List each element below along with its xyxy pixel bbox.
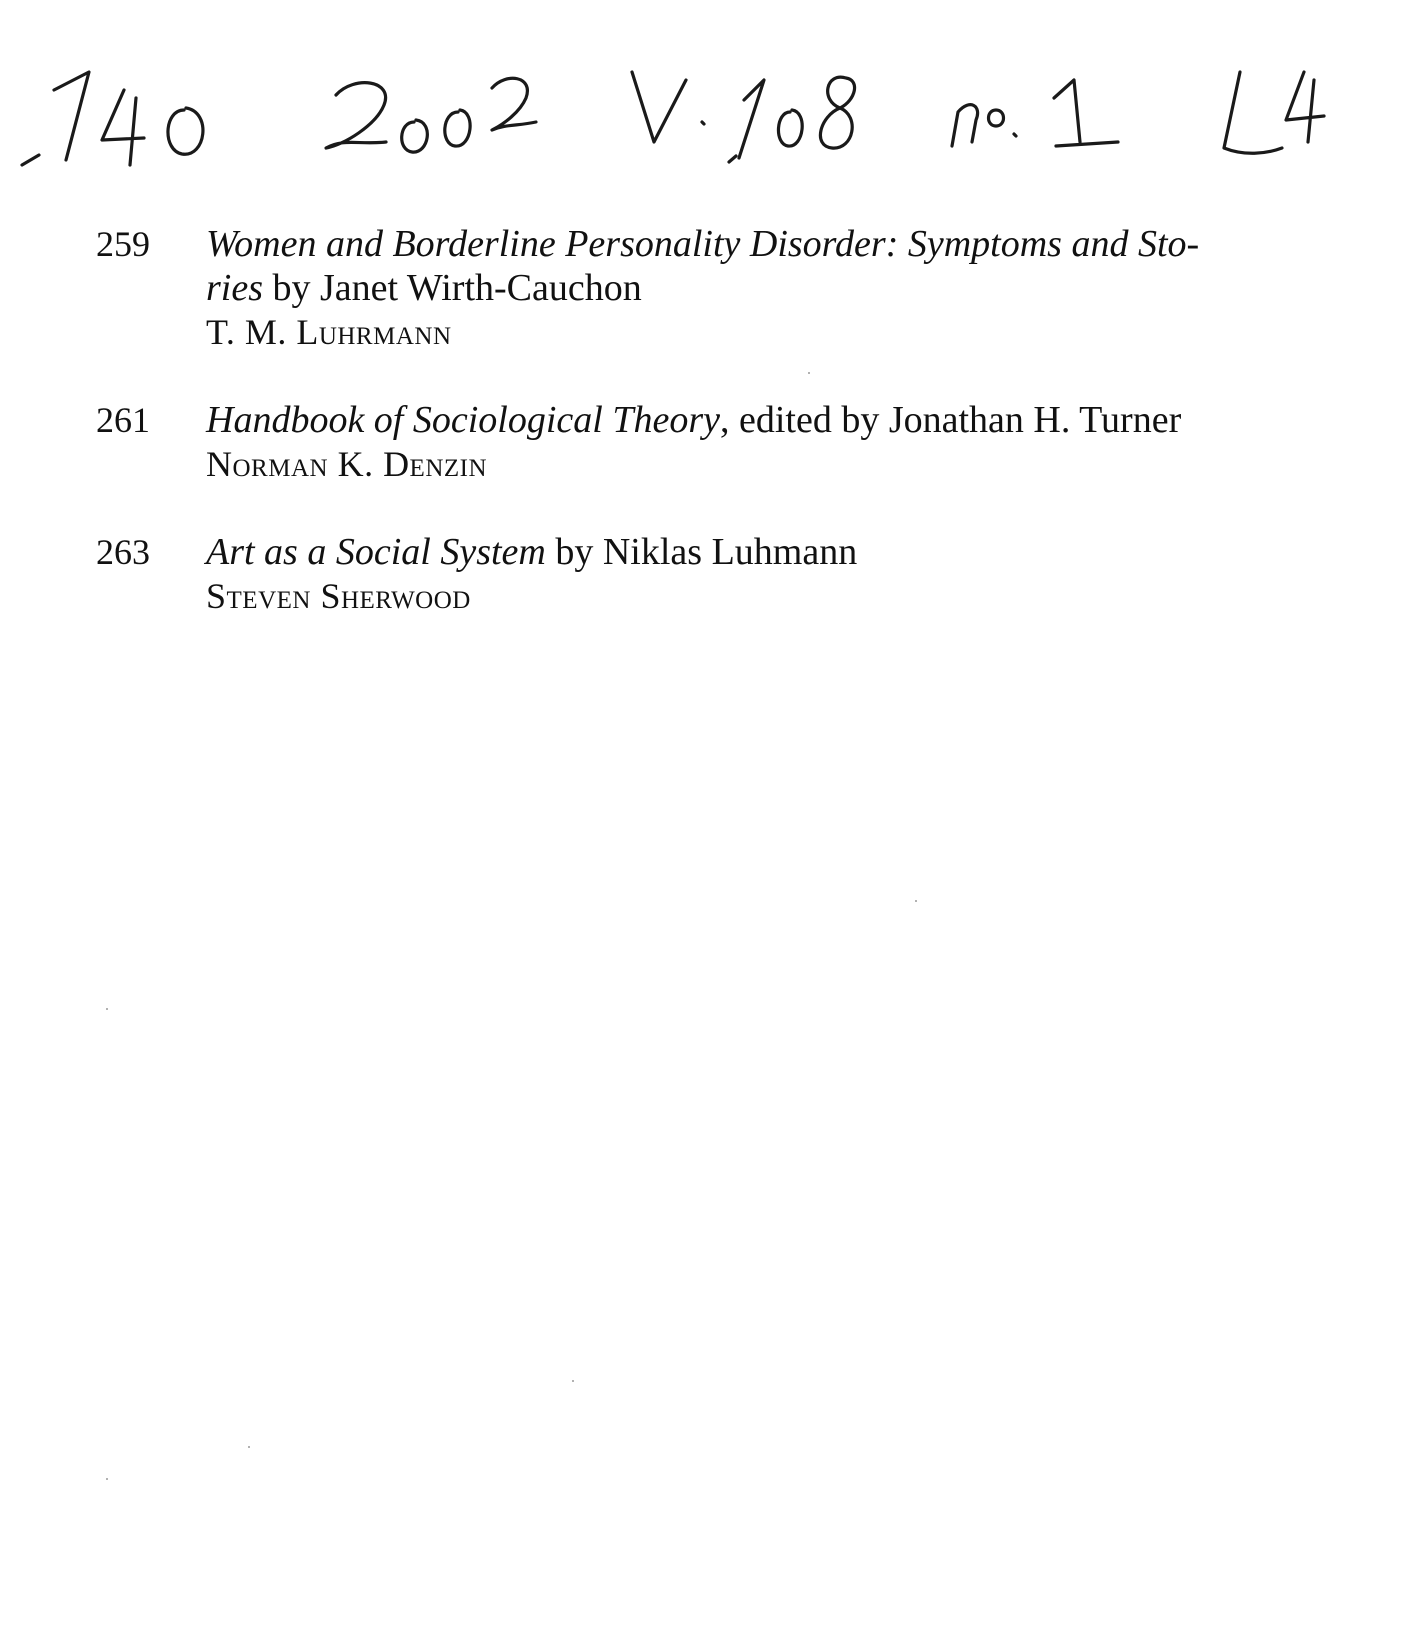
- page-number: 263: [96, 532, 150, 572]
- book-title-continued: ries: [206, 267, 263, 309]
- entry-body: [206, 398, 1386, 486]
- scan-speck: [915, 900, 917, 902]
- book-title: Women and Borderline Personality Disorder: Symptoms and Sto-: [206, 223, 1200, 265]
- list-item: [96, 398, 1386, 486]
- title-line: [206, 398, 1386, 442]
- scan-speck: [106, 1008, 108, 1010]
- book-title: Art as a Social System: [206, 531, 546, 573]
- reviewer-name: T. M. Luhrmann: [206, 312, 452, 352]
- title-line: [206, 222, 1386, 266]
- list-item: [96, 530, 1386, 618]
- entry-body: [206, 530, 1386, 618]
- entry-body: [206, 222, 1386, 354]
- scan-speck: [248, 1446, 250, 1448]
- scan-speck: [106, 1478, 108, 1480]
- title-line: [206, 266, 1386, 310]
- page-number: 261: [96, 400, 150, 440]
- byline: , edited by Jonathan H. Turner: [719, 399, 1182, 441]
- handwritten-note-drawing: [14, 50, 1404, 190]
- list-item: [96, 222, 1386, 354]
- scan-speck: [572, 1380, 574, 1382]
- page-number: 259: [96, 224, 150, 264]
- reviewer-name: Norman K. Denzin: [206, 444, 488, 484]
- byline: by Janet Wirth-Cauchon: [263, 267, 642, 309]
- title-line: [206, 530, 1386, 574]
- scan-speck: [808, 372, 810, 374]
- handwritten-call-number: [14, 50, 1404, 190]
- reviewer-name: Steven Sherwood: [206, 576, 471, 616]
- book-title: Handbook of Sociological Theory: [206, 399, 720, 441]
- book-review-list: [96, 222, 1386, 662]
- byline: by Niklas Luhmann: [545, 531, 858, 573]
